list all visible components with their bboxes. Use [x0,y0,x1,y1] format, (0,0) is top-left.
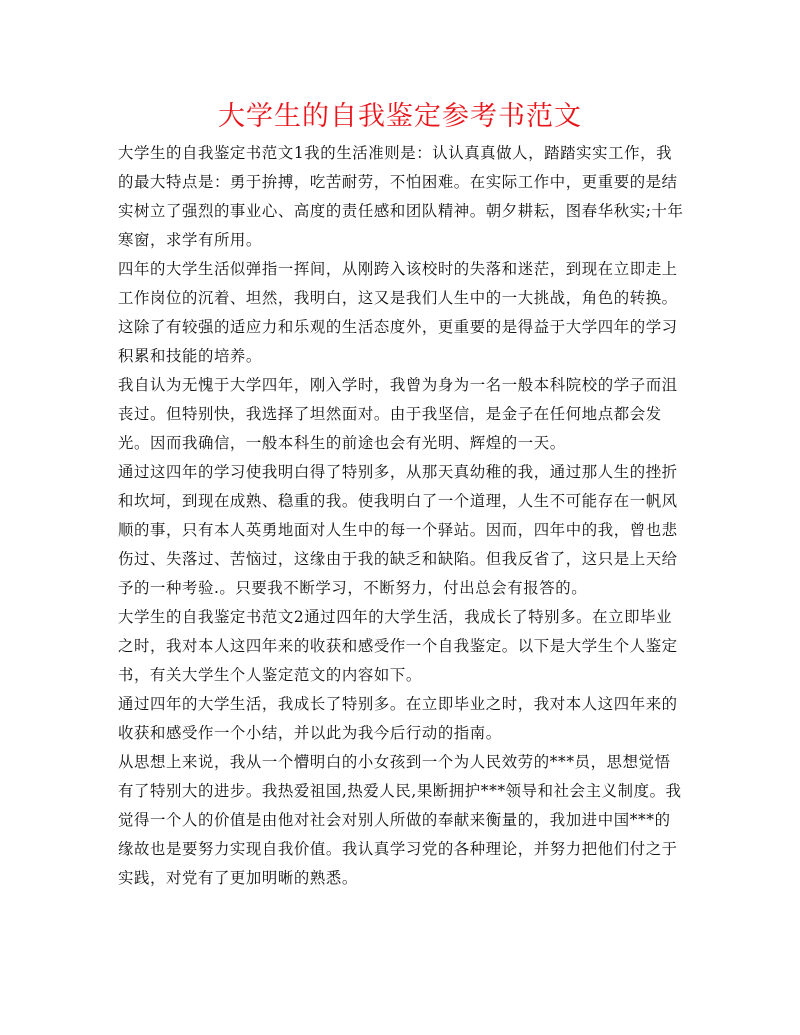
paragraph: 从思想上来说，我从一个懵明白的小女孩到一个为人民效劳的***员，思想觉悟有了特别大的进步。我热爱祖国,热爱人民,果断拥护***领导和社会主义制度。我觉得一个人的价值是由他对社会对别人所做的奉献来衡量的，我加进中国***的缘故也是要努力实现自我价值。我认真学习党的各种理论，并努力把他们付之于实践，对党有了更加明晰的熟悉。 [118,753,682,887]
paragraph: 通过这四年的学习使我明白得了特别多，从那天真幼稚的我，通过那人生的挫折和坎坷，到现在成熟、稳重的我。使我明白了一个道理，人生不可能存在一帆风顺的事，只有本人英勇地面对人生中的每一个驿站。因而，四年中的我，曾也悲伤过、失落过、苦恼过，这缘由于我的缺乏和缺陷。但我反省了，这只是上天给予的一种考验.。只要我不断学习，不断努力，付出总会有报答的。 [118,463,678,597]
document-body [118,139,686,893]
document-title: 大学生的自我鉴定参考书范文 [218,101,582,132]
paragraph: 大学生的自我鉴定书范文1我的生活准则是：认认真真做人，踏踏实实工作，我的最大特点是：勇于拚搏，吃苦耐劳，不怕困难。在实际工作中，更重要的是结实树立了强烈的事业心、高度的责任感和团队精神。朝夕耕耘，图春华秋实;十年寒窗，求学有所用。 [118,144,684,249]
paragraph: 通过四年的大学生活，我成长了特别多。在立即毕业之时，我对本人这四年来的收获和感受作一个小结，并以此为我今后行动的指南。 [118,695,678,742]
paragraph: 我自认为无愧于大学四年，刚入学时，我曾为身为一名一般本科院校的学子而沮丧过。但特别快，我选择了坦然面对。由于我坚信，是金子在任何地点都会发光。因而我确信，一般本科生的前途也会有光明、辉煌的一天。 [118,376,678,452]
paragraph: 大学生的自我鉴定书范文2通过四年的大学生活，我成长了特别多。在立即毕业之时，我对本人这四年来的收获和感受作一个自我鉴定。以下是大学生个人鉴定书，有关大学生个人鉴定范文的内容如下。 [118,608,678,684]
paragraph: 四年的大学生活似弹指一挥间，从刚跨入该校时的失落和迷茫，到现在立即走上工作岗位的沉着、坦然，我明白，这又是我们人生中的一大挑战，角色的转换。这除了有较强的适应力和乐观的生活态度外，更重要的是得益于大学四年的学习积累和技能的培养。 [118,260,678,365]
